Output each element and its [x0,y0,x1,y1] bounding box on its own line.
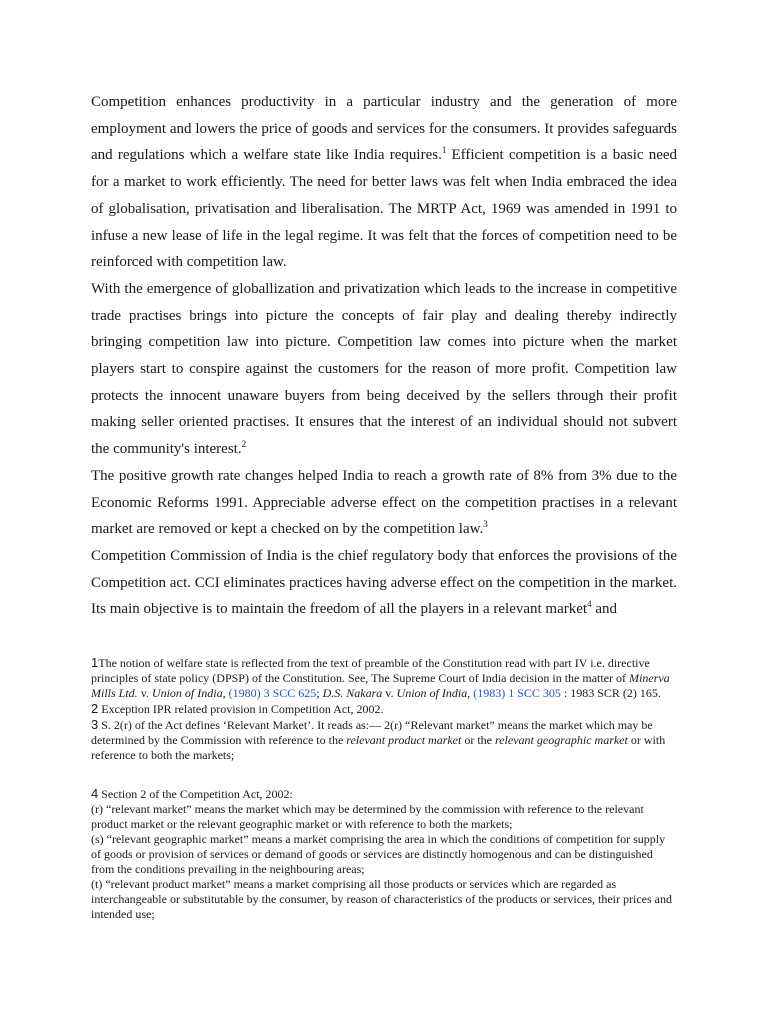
footnote-number: 4 [91,786,99,801]
paragraph [91,463,677,543]
footnote-ref[interactable]: 3 [483,519,488,530]
footnote-ref[interactable]: 1 [441,145,447,156]
footnote-spacer [91,763,677,786]
footnote-text: , [467,686,474,700]
paragraph-text: With the emergence of globallization and privatization which leads to the increase in competitive trade practises brings into picture the concepts of fair play and dealing thereby indirectly bringing competition law into picture. Competition law comes into picture when the market players start to conspire against the customers for the reason of more profit. Competition law protects the innocent unaware buyers from being deceived by the sellers through their profit making seller oriented practises. It ensures that the interest of an individual should not subvert the community's interest. [91,280,677,458]
citation-link[interactable]: (1980) 3 SCC 625 [228,686,317,700]
footnote-text: v. [382,686,397,700]
defined-term: relevant geographic market [495,733,628,747]
footnote-text: : 1983 SCR (2) 165. [560,686,661,700]
case-name: Union of India [151,686,223,700]
footnote-text: or with reference to both the markets; [91,733,666,762]
footnote-2 [91,701,677,717]
footnote-text: S. 2(r) of the Act defines ‘Relevant Market’. It reads as:— 2(r) “Relevant market” means the market which may be determined by the Commission with reference to the [91,718,653,747]
footnote-4 [91,786,677,922]
footnote-1 [91,655,677,701]
paragraph-text: Competition Commission of India is the chief regulatory body that enforces the provisions of the Competition act. CCI eliminates practices having adverse effect on the competition in the market. Its main objective is to maintain the freedom of all the players in a relevant market [91,547,677,618]
footnote-text: The notion of welfare state is reflected from the text of preamble of the Constitution read with part IV i.e. directive principles of state policy (DPSP) of the Constitution. See, The Supreme Court of India decision in the matter of [91,656,650,685]
paragraph-text: Efficient competition is a basic need for a market to work efficiently. The need for better laws was felt when India embraced the idea of globalisation, privatisation and liberalisation. The MRTP Act, 1969 was amended in 1991 to infuse a new lease of life in the legal regime. It was felt that the forces of competition need to be reinforced with competition law. [91,147,678,271]
body-text [91,89,677,623]
paragraph-text: Competition enhances productivity in a particular industry and the generation of more employment and lowers the price of goods and services for the consumers. It provides safeguards and regulations which a welfare state like India requires. [91,94,677,164]
footnote-number: 3 [91,717,99,732]
paragraph-text: and [591,601,617,618]
footnote-number: 1 [91,655,99,670]
definition-s: (s) “relevant geographic market” means a market comprising the area in which the conditions of competition for supply of goods or provision of services or demand of goods or services are distinctly homogenous and can be distinguished from the conditions prevailing in the neighbouring areas; [91,832,666,876]
footnote-text: v. [137,686,152,700]
footnotes [91,655,677,922]
definition-r: (r) “relevant market” means the market which may be determined by the commission with reference to the relevant product market or the relevant geographic market or with reference to both the markets; [91,802,644,831]
footnote-ref[interactable]: 4 [587,599,592,610]
footnote-heading [91,786,677,802]
definition-t: (t) “relevant product market” means a market comprising all those products or services which are regarded as interchangeable or substitutable by the consumer, by reason of characteristics of the products or services, their prices and intended use; [91,877,672,921]
footnote-text: ; [316,686,323,700]
citation-link[interactable]: (1983) 1 SCC 305 [473,686,561,700]
paragraph [91,89,677,276]
paragraph [91,543,677,623]
paragraph [91,276,677,463]
case-name: Union of India [396,686,468,700]
footnote-number: 2 [91,701,99,716]
footnote-text: , [222,686,229,700]
case-name: D.S. Nakara [322,686,383,700]
paragraph-text: The positive growth rate changes helped India to reach a growth rate of 8% from 3% due to the Economic Reforms 1991. Appreciable adverse effect on the competition practises in a relevant market are removed or kept a checked on by the competition law. [91,467,677,538]
case-name: Minerva Mills Ltd. [91,671,670,700]
footnote-text: or the [461,733,495,747]
footnote-text: Exception IPR related provision in Competition Act, 2002. [98,702,384,716]
defined-term: relevant product market [346,733,462,747]
footnote-3 [91,717,677,763]
footnote-text: Section 2 of the Competition Act, 2002: [98,787,293,801]
footnote-ref[interactable]: 2 [241,439,247,450]
